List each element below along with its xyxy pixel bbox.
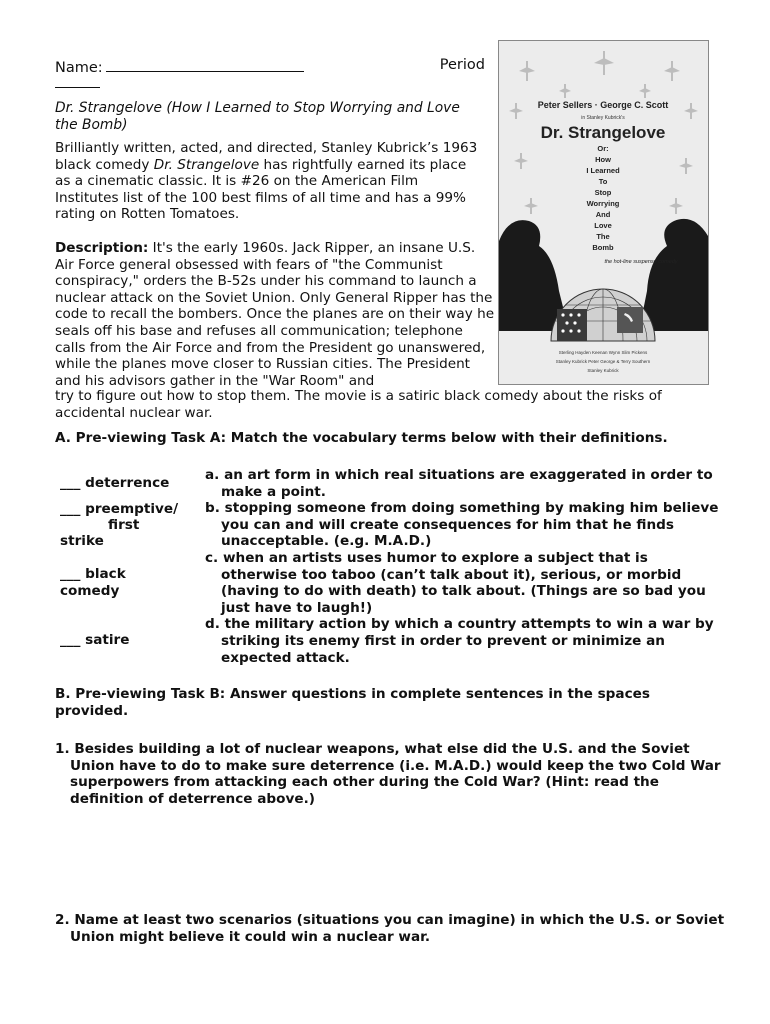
poster-art: [499, 41, 708, 384]
question-2: 2. Name at least two scenarios (situations you can imagine) in which the U.S. or Soviet Union might believe it could win a nuclear war.: [55, 912, 725, 945]
definition-b: b. stopping someone from doing something by making him believe you can and will create consequences for him that he finds unacceptable. (e.g. M.A.D.): [205, 500, 719, 550]
poster-subtitle-line: Stop: [594, 188, 612, 197]
term-preemptive-strike: strike: [60, 533, 104, 549]
answer-space-1[interactable]: [55, 815, 715, 900]
term-preemptive-first: first: [108, 517, 140, 533]
intro-film-title: Dr. Strangelove: [153, 156, 260, 173]
poster-title: Dr. Strangelove: [540, 123, 666, 142]
period-label: Period: [439, 57, 485, 73]
intro-paragraph: [55, 140, 485, 223]
name-blank[interactable]: [106, 57, 304, 72]
name-period-row: [55, 57, 485, 77]
description-paragraph: [55, 240, 495, 389]
term-black-comedy[interactable]: ___ black: [60, 566, 126, 582]
poster-subtitle-line: Bomb: [592, 243, 614, 252]
poster-stars: Peter Sellers · George C. Scott: [537, 100, 669, 110]
definition-a: a. an art form in which real situations are exaggerated in order to make a point.: [205, 467, 713, 500]
definition-c: c. when an artists uses humor to explore a subject that is otherwise too taboo (can’t talk about it), serious, or morbid (having to do with death) to talk about. (Things are so bad you just have to laugh!): [205, 549, 706, 616]
poster-subtitle-line: To: [598, 177, 608, 186]
term-black-comedy-cont: comedy: [60, 583, 120, 599]
term-deterrence[interactable]: ___ deterrence: [60, 475, 170, 491]
poster-subtitle-line: Love: [594, 221, 612, 230]
poster-credits-line: Sterling Hayden Keenan Wynn Slim Pickens: [558, 350, 648, 355]
answer-space-2[interactable]: [55, 950, 715, 1015]
poster-subtitle-line: I Learned: [586, 166, 620, 175]
movie-poster: [498, 40, 709, 385]
poster-credits-line: Stanley Kubrick: [587, 368, 619, 373]
poster-subtitle-line: Worrying: [586, 199, 620, 208]
film-title: Dr. Strangelove (How I Learned to Stop Worrying and Love the Bomb): [55, 100, 460, 133]
name-label: Name:: [55, 60, 103, 76]
description-text: It's the early 1960s. Jack Ripper, an insane U.S. Air Force general obsessed with fears of "the Communist conspiracy," orders the B-52s under his command to launch a nuclear attack on the Soviet Union. Only General Ripper has the code to recall the bombers. Once the planes are on their way he seals off his base and refuses all communication; telephone calls from the Air Force and from the President go unanswered, while the planes move closer to Russian cities. The President and his advisors gather in the "War Room" and: [55, 240, 495, 389]
question-1: 1. Besides building a lot of nuclear weapons, what else did the U.S. and the Soviet Union have to do to make sure deterrence (i.e. M.A.D.) would keep the two Cold War superpowers from attacking each other during the Cold War? (Hint: read the definition of deterrence above.): [55, 741, 721, 807]
task-a-heading: A. Pre-viewing Task A: Match the vocabulary terms below with their definitions.: [55, 430, 668, 446]
flag-ussr-icon: [617, 307, 643, 333]
poster-tagline: the hot-line suspense comedy: [604, 259, 678, 265]
period-blank[interactable]: [55, 87, 100, 88]
definitions-list: [205, 467, 725, 666]
intro-text-2: has rightfully earned its place as a cinematic classic. It is #26 on the American Film Institutes list of the 100 best films of all time and has a 99% rating on Rotten Tomatoes.: [55, 156, 467, 223]
poster-subtitle-line: How: [595, 155, 611, 164]
poster-director: in Stanley Kubrick's: [581, 115, 625, 121]
poster-credits-line: Stanley Kubrick Peter George & Terry Southern: [555, 359, 651, 364]
definition-d: d. the military action by which a country attempts to win a war by striking its enemy first in order to prevent or minimize an expected attack.: [205, 616, 714, 666]
poster-subtitle-line: And: [595, 210, 611, 219]
description-label: Description:: [55, 240, 149, 256]
term-satire[interactable]: ___ satire: [60, 632, 130, 648]
term-preemptive[interactable]: ___ preemptive/: [60, 501, 179, 517]
description-tail: try to figure out how to stop them. The movie is a satiric black comedy about the risks of accidental nuclear war.: [55, 388, 662, 421]
poster-subtitle-line: Or:: [597, 144, 609, 153]
intro-text-1: Brilliantly written, acted, and directed, Stanley Kubrick’s 1963 black comedy: [55, 140, 478, 173]
poster-subtitle-line: The: [596, 232, 610, 241]
task-b-heading: B. Pre-viewing Task B: Answer questions in complete sentences in the spaces provided.: [55, 686, 650, 719]
